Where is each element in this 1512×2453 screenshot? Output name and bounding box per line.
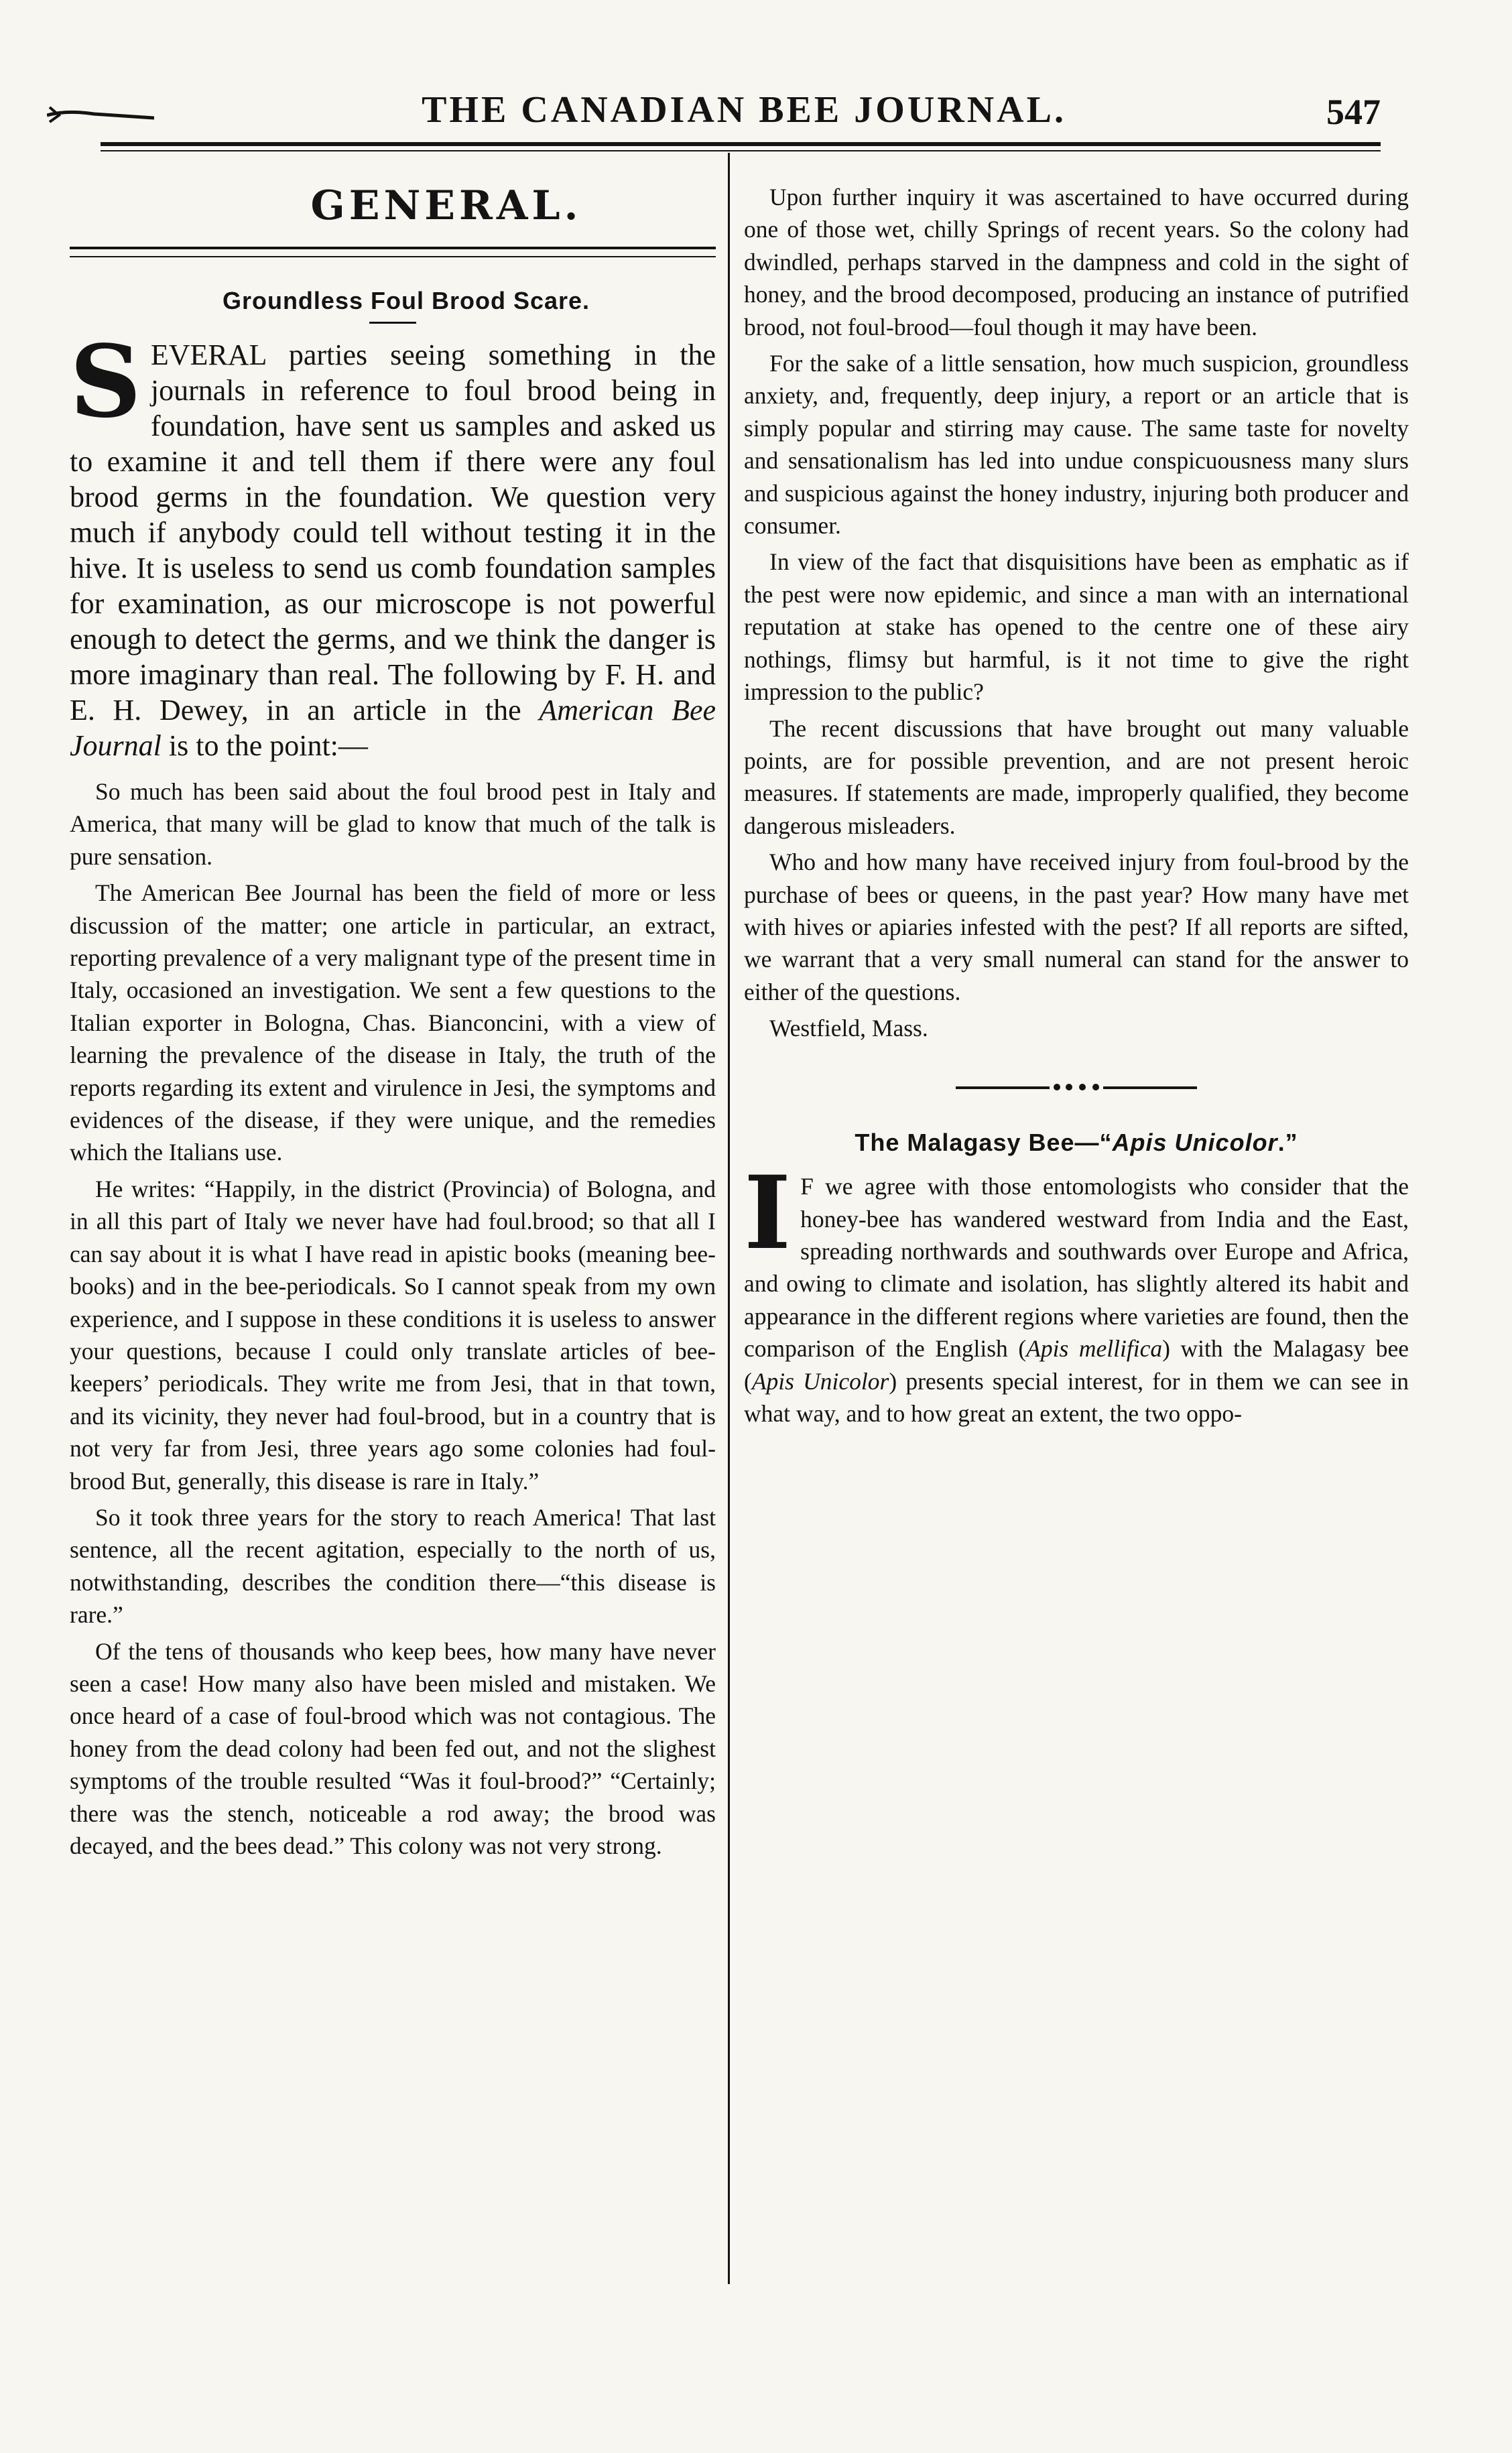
paragraph: Who and how many have received injury from foul-brood by the purchase of bees or queens, in the past year? How many have met with hives or apiaries infested with the pest? If all reports are sifted, we warrant that a very small numeral can stand for the answer to either of the questions.: [744, 848, 1409, 1005]
article-body: I F we agree with those entomologists who consider that the honey-bee has wandered westward from India and the East, spreading northwards and southwards over Europe and Africa, and owing to climate and isolation, has slightly altered its habit and appearance in the different regions where varieties are found, then the comparison of the English (Apis mellifica) with the Malagasy bee (Apis Unicolor) presents special interest, for in them we can see in what way, and to how great an extent, the two oppo-: [744, 1154, 1409, 1427]
section-rule: [70, 247, 716, 257]
column-divider: [728, 153, 730, 2284]
signature: Westfield, Mass.: [769, 1015, 928, 1042]
paragraph: The American Bee Journal has been the field of more or less discussion of the matter; one article in particular, an extract, reporting prevalence of a very malignant type of the present time in Italy, occasioned an investigation. We sent a few questions to the Italian exporter in Bologna, Chas. Bianconcini, with a view of learning the prevalence of the disease in Italy, the truth of the reports regarding its extent and virulence in Jesi, the symptoms and evidences of the disease, if they were unique, and the remedies which the Italians use.: [70, 879, 716, 1166]
drop-cap: I: [744, 1154, 792, 1273]
paragraph: So it took three years for the story to reach America! That last sentence, all the recent agitation, especially to the north of us, notwithstanding, describes the condition there—“this disease is rare.”: [70, 1503, 716, 1629]
paragraph: Upon further inquiry it was ascertained to have occurred during one of those wet, chilly Springs of recent years. So the colony had dwindled, perhaps starved in the dampness and cold in the sight of honey, and the brood decomposed, producing an instance of putrified brood, not foul-brood—foul though it may have been.: [744, 184, 1409, 340]
right-column: [744, 181, 1409, 1430]
article-title: The Malagasy Bee—“Apis Unicolor.”: [855, 1129, 1298, 1157]
lead-source: American Bee Journal: [70, 694, 716, 762]
journal-title: THE CANADIAN BEE JOURNAL.: [422, 89, 1066, 131]
left-column: [70, 181, 716, 1862]
paragraph: The recent discussions that have brought out many valuable points, are for possible prevention, and are not present heroic measures. If statements are made, improperly qualified, they become dangerous misleaders.: [744, 714, 1409, 839]
page-number: 547: [1326, 92, 1381, 132]
header-flourish-icon: [47, 103, 154, 123]
header-rule-thin: [101, 150, 1381, 151]
title-rule: [369, 322, 416, 324]
paragraph: In view of the fact that disquisitions have been as emphatic as if the pest were now epidemic, and since a man with an international reputation at stake has opened to the centre one of these airy nothings, flimsy but harmful, is it not time to give the right impression to the public?: [744, 548, 1409, 706]
paragraph: So much has been said about the foul brood pest in Italy and America, that many will be glad to know that much of the talk is pure sensation.: [70, 778, 716, 870]
article-title: Groundless Foul Brood Scare.: [222, 287, 590, 314]
lead-end: is to the point:—: [168, 729, 368, 762]
page-header: [47, 88, 1381, 142]
article-lead: [70, 323, 716, 763]
paragraph: For the sake of a little sensation, how much suspicion, groundless anxiety, and, frequently, deep injury, a report or an article that is simply popular and stirring may cause. The same taste for novelty and sensationalism has led into undue conspicuousness many slurs and suspicious against the honey industry, injuring both producer and consumer.: [744, 350, 1409, 540]
paragraph: He writes: “Happily, in the district (Provincia) of Bologna, and in all this part of Italy we never have had foul.brood; so that all I can say about it is what I have read in apistic books (meaning bee-books) and in the bee-periodicals. So I cannot speak from my own experience, and I suppose in these conditions it is useless to answer your questions, because I could only translate articles of bee-keepers’ periodicals. They write me from Jesi, that in that town, and its vicinity, they never had foul-brood, but in a country that is not very far from Jesi, three years ago some colonies had foul-brood But, generally, this disease is rare in Italy.”: [70, 1175, 716, 1495]
section-heading: GENERAL.: [310, 182, 582, 229]
section-ornament: [956, 1084, 1197, 1091]
lead-text: EVERAL parties seeing something in the journals in reference to foul brood being in foundation, have sent us samples and asked us to examine it and tell them if there were any foul brood germs in the foundation. We question very much if anybody could tell without testing it in the hive. It is useless to send us comb foundation samples for examination, as our microscope is not powerful enough to detect the germs, and we think the danger is more imaginary than real. The following by F. H. and E. H. Dewey, in an article in the: [70, 338, 716, 727]
header-rule: [101, 142, 1381, 146]
paragraph: Of the tens of thousands who keep bees, how many have never seen a case! How many also have been misled and mistaken. We once heard of a case of foul-brood which was not contagious. The honey from the dead colony had been fed out, and not the slighest symptoms of the trouble resulted “Was it foul-brood?” “Certainly; there was the stench, noticeable a rod away; the brood was decayed, and the bees dead.” This colony was not very strong.: [70, 1637, 716, 1859]
drop-cap: S: [70, 323, 141, 440]
